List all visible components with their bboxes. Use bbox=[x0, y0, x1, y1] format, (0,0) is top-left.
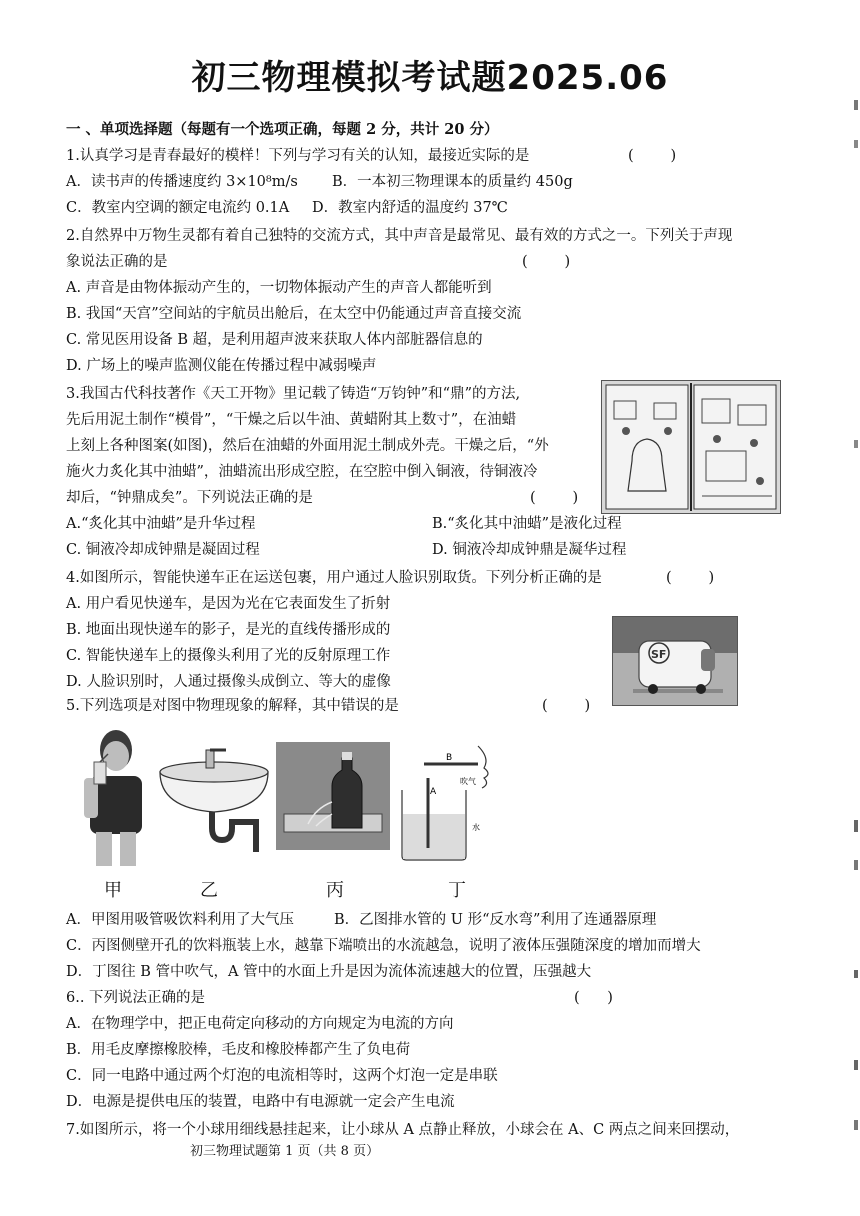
q5-answer-paren: ( ) bbox=[542, 698, 591, 714]
fig-label-jia: 甲 bbox=[104, 880, 122, 901]
q3-stem-line5: 却后，“钟鼎成矣”。下列说法正确的是 bbox=[66, 490, 313, 506]
q4-option-a: A. 用户看见快递车，是因为光在它表面发生了折射 bbox=[66, 596, 391, 612]
section-header: 一 、单项选择题（每题有一个选项正确，每题 2 分，共计 20 分） bbox=[66, 121, 499, 138]
q6-option-c: C．同一电路中通过两个灯泡的电流相等时，这两个灯泡一定是串联 bbox=[66, 1068, 498, 1084]
q3-stem-line2: 先后用泥土制作“模骨”，“干燥之后以牛油、黄蜡附其上数寸”，在油蜡 bbox=[66, 412, 517, 428]
q5-option-c: C．丙图侧壁开孔的饮料瓶装上水，越靠下端喷出的水流越急，说明了液体压强随深度的增加而增大 bbox=[66, 938, 701, 954]
fig-label-yi: 乙 bbox=[200, 880, 218, 901]
scan-edge-marks bbox=[852, 60, 860, 1160]
page-title: 初三物理模拟考试题2025.06 bbox=[191, 58, 669, 98]
q3-option-b: B.“炙化其中油蜡”是液化过程 bbox=[432, 516, 622, 532]
ancient-book-image bbox=[601, 380, 781, 514]
sf-logo-text: SF bbox=[651, 648, 667, 661]
label-blow: 吹气 bbox=[460, 777, 476, 786]
q3-stem-line4: 施火力炙化其中油蜡”，油蜡流出形成空腔，在空腔中倒入铜液，待铜液冷 bbox=[66, 464, 538, 480]
q1-option-a: A．读书声的传播速度约 3×10⁸m/s bbox=[66, 174, 298, 190]
figure-yi-sink bbox=[156, 744, 272, 854]
q6-option-b: B．用毛皮摩擦橡胶棒，毛皮和橡胶棒都产生了负电荷 bbox=[66, 1042, 411, 1058]
fig-label-bing: 丙 bbox=[326, 880, 344, 901]
q5-stem: 5.下列选项是对图中物理现象的解释，其中错误的是 bbox=[66, 698, 399, 714]
q4-option-c: C. 智能快递车上的摄像头利用了光的反射原理工作 bbox=[66, 648, 391, 664]
q2-option-a: A. 声音是由物体振动产生的，一切物体振动产生的声音人都能听到 bbox=[66, 280, 492, 296]
q4-option-d: D. 人脸识别时，人通过摄像头成倒立、等大的虚像 bbox=[66, 674, 391, 690]
label-water: 水 bbox=[472, 823, 480, 832]
delivery-vehicle-photo bbox=[612, 616, 738, 706]
q2-stem-line2: 象说法正确的是 bbox=[66, 254, 168, 270]
q1-stem: 1.认真学习是青春最好的模样！下列与学习有关的认知，最接近实际的是 bbox=[66, 148, 530, 164]
q3-stem-line3: 上刻上各种图案(如图)，然后在油蜡的外面用泥土制成外壳。干燥之后，“外 bbox=[66, 438, 549, 454]
figure-bing-bottle bbox=[276, 742, 390, 850]
label-tube-a: A bbox=[430, 787, 437, 797]
figure-ding-tubes bbox=[396, 738, 506, 862]
q2-answer-paren: ( ) bbox=[522, 254, 571, 270]
q4-stem: 4.如图所示，智能快递车正在运送包裹，用户通过人脸识别取货。下列分析正确的是 bbox=[66, 570, 602, 586]
q6-option-a: A．在物理学中，把正电荷定向移动的方向规定为电流的方向 bbox=[66, 1016, 454, 1032]
q3-stem-line1: 3.我国古代科技著作《天工开物》里记载了铸造“万钧钟”和“鼎”的方法, bbox=[66, 386, 521, 402]
q2-stem-line1: 2.自然界中万物生灵都有着自己独特的交流方式，其中声音是最常见、最有效的方式之一。下列关于声现 bbox=[66, 228, 733, 244]
q2-option-c: C. 常见医用设备 B 超，是利用超声波来获取人体内部脏器信息的 bbox=[66, 332, 483, 348]
fig-label-ding: 丁 bbox=[448, 880, 466, 901]
q1-option-b: B．一本初三物理课本的质量约 450g bbox=[332, 174, 573, 190]
q1-option-d: D．教室内舒适的温度约 37℃ bbox=[312, 200, 508, 216]
q2-option-d: D. 广场上的噪声监测仪能在传播过程中减弱噪声 bbox=[66, 358, 377, 374]
q1-option-c: C．教室内空调的额定电流约 0.1A bbox=[66, 200, 290, 216]
q5-option-d: D．丁图往 B 管中吹气，A 管中的水面上升是因为流体流速越大的位置，压强越大 bbox=[66, 964, 592, 980]
figure-jia-boy-drinking bbox=[76, 728, 148, 866]
q5-option-a: A．甲图用吸管吸饮料利用了大气压 bbox=[66, 912, 294, 928]
q3-option-a: A.“炙化其中油蜡”是升华过程 bbox=[66, 516, 256, 532]
q5-option-b: B．乙图排水管的 U 形“反水弯”利用了连通器原理 bbox=[334, 912, 657, 928]
q4-option-b: B. 地面出现快递车的影子，是光的直线传播形成的 bbox=[66, 622, 391, 638]
q6-option-d: D．电源是提供电压的装置，电路中有电源就一定会产生电流 bbox=[66, 1094, 455, 1110]
q3-option-d: D. 铜液冷却成钟鼎是凝华过程 bbox=[432, 542, 627, 558]
label-tube-b: B bbox=[446, 753, 453, 763]
q3-option-c: C. 铜液冷却成钟鼎是凝固过程 bbox=[66, 542, 260, 558]
q7-stem: 7.如图所示，将一个小球用细线悬挂起来，让小球从 A 点静止释放，小球会在 A、C 两点之间来回摆动， bbox=[66, 1122, 740, 1138]
page-footer: 初三物理试题第 1 页（共 8 页） bbox=[190, 1144, 380, 1159]
q2-option-b: B. 我国“天宫”空间站的宇航员出舱后，在太空中仍能通过声音直接交流 bbox=[66, 306, 522, 322]
q1-answer-paren: ( ) bbox=[628, 148, 677, 164]
q6-answer-paren: ( ) bbox=[574, 990, 613, 1006]
q6-stem: 6.. 下列说法正确的是 bbox=[66, 990, 206, 1006]
q3-answer-paren: ( ) bbox=[530, 490, 579, 506]
q4-answer-paren: ( ) bbox=[666, 570, 715, 586]
